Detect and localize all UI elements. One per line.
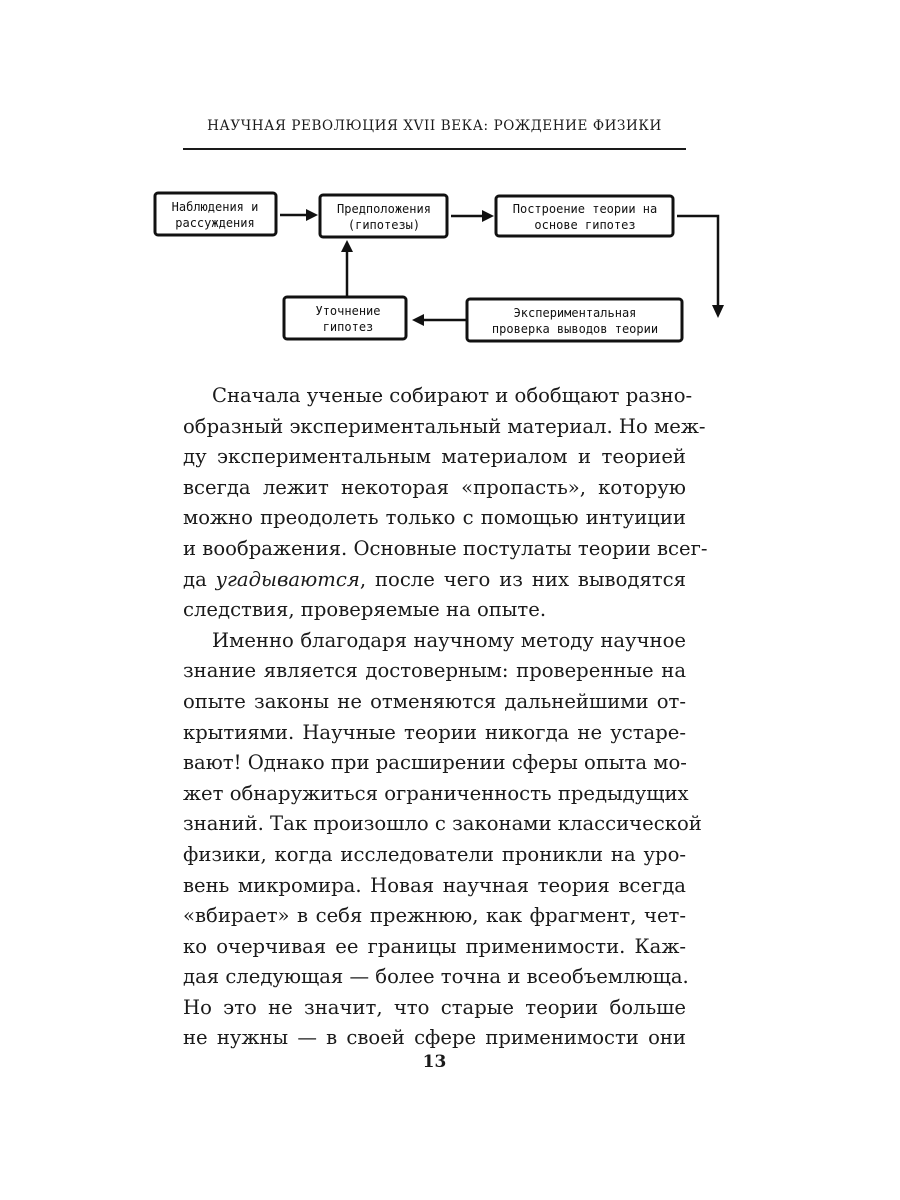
- box-observations: [155, 193, 280, 239]
- paragraph-1-line-4: всегда лежит некоторая «пропасть», которую: [183, 475, 686, 499]
- running-title: НАУЧНАЯ РЕВОЛЮЦИЯ XVII ВЕКА: РОЖДЕНИЕ ФИЗИКИ: [207, 118, 662, 134]
- arrow-refinement-to-hypotheses: [341, 240, 353, 297]
- line-7-start: да: [183, 567, 216, 591]
- paragraph-2-line-14: не нужны — в своей сфере применимости они: [183, 1026, 686, 1050]
- box-refinement: [284, 297, 410, 343]
- box-refinement-line2: гипотез: [322, 320, 374, 334]
- box-theory: [496, 196, 677, 240]
- box-hypotheses-line1: Предположения: [337, 202, 431, 216]
- italic-word: угадываются: [215, 567, 360, 591]
- paragraph-2-line-3: опыте законы не отменяются дальнейшими от-: [183, 689, 686, 713]
- box-experiment-line2: проверка выводов теории: [491, 322, 659, 336]
- page-number: 13: [422, 1052, 447, 1072]
- line-7-end: , после чего из них выводятся: [359, 567, 686, 591]
- box-theory-line1: Построение теории на: [512, 202, 658, 216]
- box-hypotheses: [320, 195, 451, 241]
- box-observations-line1: Наблюдения и: [171, 200, 259, 214]
- paragraph-1-line-7: [183, 565, 686, 596]
- paragraph-2-line-8: физики, когда исследователи проникли на уро-: [183, 842, 686, 866]
- paragraph-2-line-6: жет обнаружиться ограниченность предыдущих: [183, 781, 689, 805]
- paragraph-1-line-6: и воображения. Основные постулаты теории всег-: [183, 536, 708, 560]
- paragraph-2-line-13: Но это не значит, что старые теории больше: [183, 995, 686, 1019]
- paragraph-2-line-5: вают! Однако при расширении сферы опыта мо-: [183, 751, 687, 775]
- box-experiment: [467, 299, 686, 345]
- paragraph-2-line-11: ко очерчивая ее границы применимости. Каж-: [183, 934, 686, 958]
- box-experiment-line1: Экспериментальная: [513, 306, 637, 320]
- paragraph-1-line-2: образный экспериментальный материал. Но меж-: [183, 414, 706, 438]
- box-theory-line2: основе гипотез: [534, 218, 636, 232]
- scientific-method-diagram: [0, 0, 900, 400]
- paragraph-2-line-2: знание является достоверным: проверенные на: [183, 659, 686, 683]
- box-refinement-line1: Уточнение: [315, 304, 381, 318]
- paragraph-2-line-4: крытиями. Научные теории никогда не устаре-: [183, 720, 686, 744]
- paragraph-1-line-1: Сначала ученые собирают и обобщают разно-: [212, 384, 693, 407]
- arrow-observations-to-hypotheses: [280, 209, 318, 221]
- paragraph-2-line-1: Именно благодаря научному методу научное: [212, 628, 686, 652]
- paragraph-2-line-7: знаний. Так произошло с законами классической: [183, 812, 702, 836]
- box-hypotheses-line2: (гипотезы): [347, 218, 421, 232]
- paragraph-1-line-3: ду экспериментальным материалом и теорией: [183, 445, 686, 469]
- paragraph-2-line-12: дая следующая — более точна и всеобъемлюща.: [183, 965, 689, 989]
- paragraph-1-line-8: следствия, проверяемые на опыте.: [183, 598, 547, 622]
- arrow-theory-to-experiment: [677, 216, 724, 318]
- arrow-hypotheses-to-theory: [451, 210, 494, 222]
- arrow-experiment-to-refinement: [412, 314, 467, 326]
- paragraph-1-line-5: можно преодолеть только с помощью интуиции: [183, 506, 686, 530]
- box-observations-line2: рассуждения: [175, 216, 255, 230]
- paragraph-2-line-10: «вбирает» в себя прежнюю, как фрагмент, чет-: [183, 904, 686, 928]
- body-text: [183, 381, 708, 1054]
- paragraph-2-line-9: вень микромира. Новая научная теория всегда: [183, 873, 686, 897]
